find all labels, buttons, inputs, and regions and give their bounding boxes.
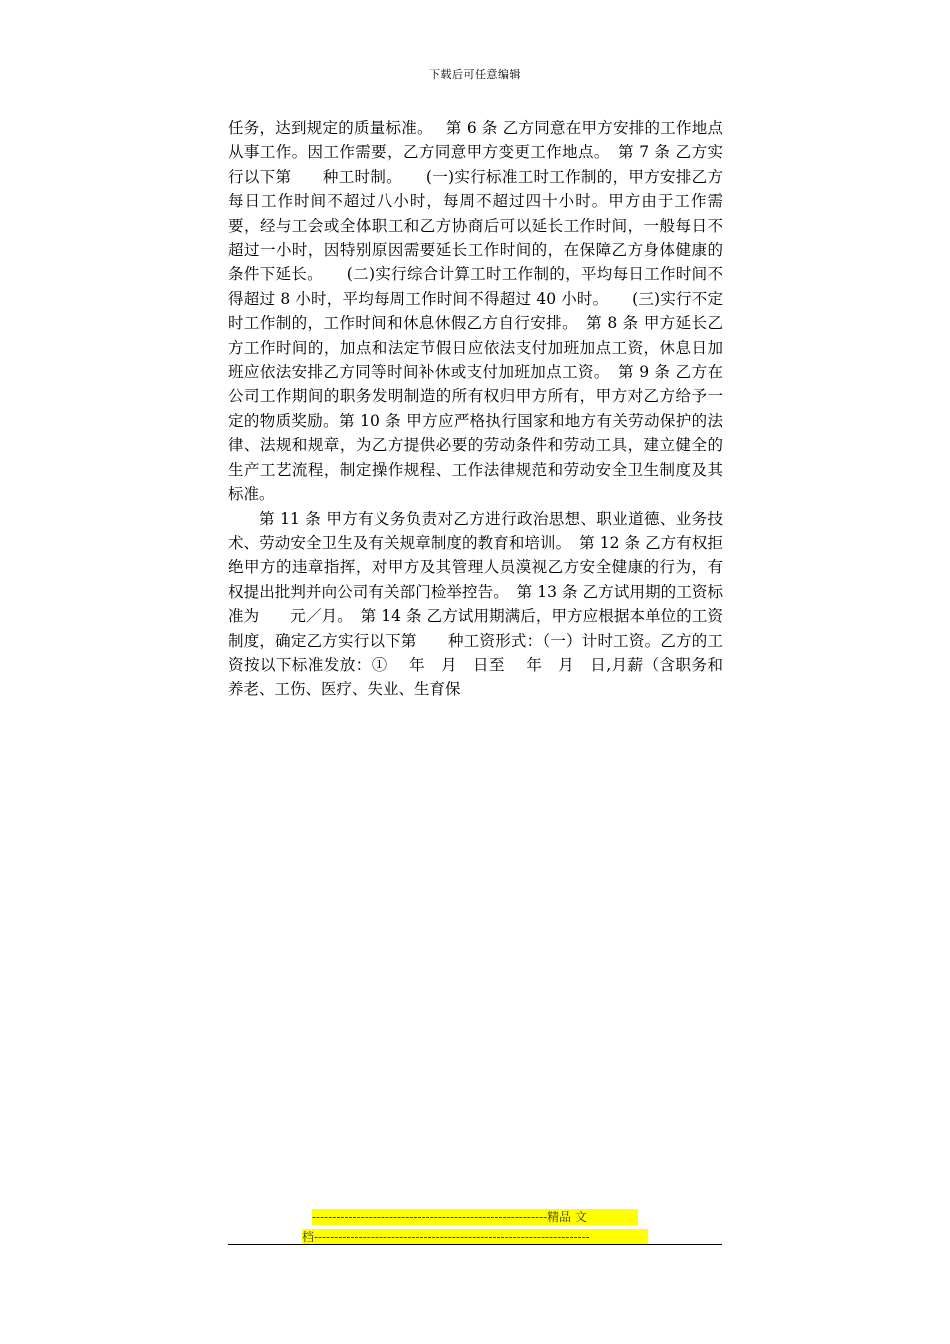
footer-watermark [302, 1209, 654, 1249]
footer-divider [228, 1244, 722, 1245]
footer-line-1: ----------------------------------------------------------精品 文 [312, 1209, 638, 1225]
document-body [228, 116, 759, 702]
body-paragraph: 第 11 条 甲方有义务负责对乙方进行政治思想、职业道德、业务技术、劳动安全卫生及有关规章制度的教育和培训。 第 12 条 乙方有权拒绝甲方的违章指挥，对甲方及其管理人员漠视乙方安全健康的行为，有权提出批判并向公司有关部门检举控告。 第 13 条 乙方试用期的工资标准为 元／月。 第 14 条 乙方试用期满后，甲方应根据本单位的工资制度，确定乙方实行以下第 种工资形式：（一）计时工资。乙方的工资按以下标准发放：① 年 月 日至 年 月 日,月薪（含职务和养老、工伤、医疗、失业、生育保 [228, 509, 723, 699]
footer-line-2: 档-------------------------------------------------------------------- [302, 1229, 648, 1245]
page-header: 下载后可任意编辑 [429, 68, 521, 81]
body-paragraph: 任务，达到规定的质量标准。 第 6 条 乙方同意在甲方安排的工作地点 从事工作。因工作需要，乙方同意甲方变更工作地点。 第 7 条 乙方实行以下第 种工时制。 (一)实行标准工时工作制的，甲方安排乙方每日工作时间不超过八小时，每周不超过四十小时。甲方由于工作需要，经与工会或全体职工和乙方协商后可以延长工作时间，一般每日不超过一小时，因特别原因需要延长工作时间的，在保障乙方身体健康的条件下延长。 (二)实行综合计算工时工作制的，平均每日工作时间不得超过 8 小时，平均每周工作时间不得超过 40 小时。 (三)实行不定时工作制的，工作时间和休息休假乙方自行安排。 第 8 条 甲方延长乙方工作时间的，加点和法定节假日应依法支付加班加点工资，休息日加班应依法安排乙方同等时间补休或支付加班加点工资。 第 9 条 乙方在公司工作期间的职务发明制造的所有权归甲方所有，甲方对乙方给予一定的物质奖励。第 10 条 甲方应严格执行国家和地方有关劳动保护的法律、法规和规章，为乙方提供必要的劳动条件和劳动工具，建立健全的生产工艺流程，制定操作规程、工作法律规范和劳动安全卫生制度及其标准。 [228, 119, 759, 504]
